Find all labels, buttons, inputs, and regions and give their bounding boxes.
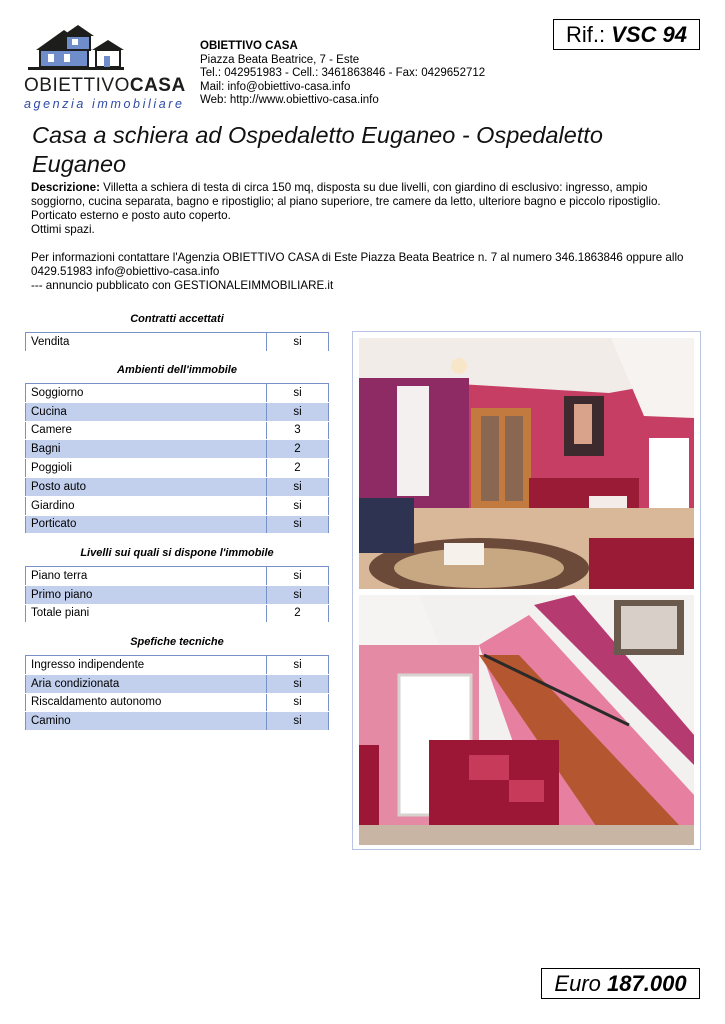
row-value: si [267,693,329,712]
row-value: si [267,333,329,352]
table-row [26,712,329,731]
table-row [26,604,329,623]
description-label: Descrizione: [31,181,100,194]
table-row [26,656,329,675]
table-row [26,440,329,459]
row-label: Cucina [26,402,267,421]
description-extra: Ottimi spazi. [31,222,95,236]
reference-box [553,19,700,50]
price-value: 187.000 [607,971,687,996]
row-label: Camino [26,712,267,731]
table-row [26,333,329,352]
price-box [541,968,700,999]
row-value: 2 [267,604,329,623]
row-value: si [267,384,329,403]
reference-code: VSC 94 [611,22,688,47]
table-row [26,384,329,403]
table-row [26,477,329,496]
row-label: Aria condizionata [26,674,267,693]
agency-name: OBIETTIVO CASA [200,40,298,52]
row-value: si [267,515,329,534]
logo-text [24,76,190,111]
table-specifiche [25,655,329,731]
table-contratti [25,332,329,352]
row-value: si [267,656,329,675]
photo-living-room[interactable] [359,338,694,589]
row-label: Camere [26,421,267,440]
row-label: Poggioli [26,459,267,478]
listing-title: Casa a schiera ad Ospedaletto Euganeo - Ospedaletto Euganeo [32,122,603,177]
living-room-photo-icon [359,338,694,589]
agency-phones: Tel.: 042951983 - Cell.: 3461863846 - Fax: 0429652712 [200,67,486,80]
table-row [26,674,329,693]
agency-address: Piazza Beata Beatrice, 7 - Este [200,53,360,66]
row-value: si [267,477,329,496]
photo-staircase[interactable] [359,595,694,845]
table-row [26,421,329,440]
row-label: Riscaldamento autonomo [26,693,267,712]
row-value: 3 [267,421,329,440]
section-title-specifiche: Spefiche tecniche [130,636,224,648]
table-row [26,459,329,478]
logo-tagline: agenzia immobiliare [24,97,185,111]
row-value: si [267,674,329,693]
row-label: Vendita [26,333,267,352]
row-label: Posto auto [26,477,267,496]
row-value: 2 [267,459,329,478]
row-value: si [267,402,329,421]
table-row [26,496,329,515]
logo-wordmark: OBIETTIVOCASA [24,75,186,96]
agency-mail[interactable]: Mail: info@obiettivo-casa.info [200,80,351,93]
description-text: Villetta a schiera di testa di circa 150 mq, disposta su due livelli, con giardino di esclusivo: ingresso, ampio soggiorno, cucina separata, bagno e ripostiglio; al piano superiore, tre camere da letto, ulteriore bagno e piccolo ripostiglio. Porticato esterno e posto auto coperto. [31,181,661,222]
table-ambienti [25,383,329,534]
row-value: 2 [267,440,329,459]
row-label: Soggiorno [26,384,267,403]
row-label: Totale piani [26,604,267,623]
row-label: Ingresso indipendente [26,656,267,675]
table-livelli [25,566,329,623]
row-value: si [267,585,329,604]
staircase-photo-icon [359,595,694,845]
listing-description [31,181,701,237]
row-value: si [267,712,329,731]
row-label: Porticato [26,515,267,534]
row-label: Bagni [26,440,267,459]
row-label: Giardino [26,496,267,515]
table-row [26,567,329,586]
section-title-contratti: Contratti accettati [130,313,224,325]
row-value: si [267,567,329,586]
contact-info-line: Per informazioni contattare l'Agenzia OBIETTIVO CASA di Este Piazza Beata Beatrice n. 7 al numero 346.1863846 oppure allo 0429.51983 info@obiettivo-casa.info [31,251,684,278]
row-value: si [267,496,329,515]
house-logo-icon [24,20,190,80]
row-label: Piano terra [26,567,267,586]
price-label: Euro [554,971,601,996]
table-row [26,402,329,421]
row-label: Primo piano [26,585,267,604]
section-title-ambienti: Ambienti dell'immobile [117,364,237,376]
table-row [26,693,329,712]
publisher-line: --- annuncio pubblicato con GESTIONALEIMMOBILIARE.it [31,278,334,292]
table-row [26,585,329,604]
contact-info [31,251,701,293]
agency-web[interactable]: Web: http://www.obiettivo-casa.info [200,94,379,107]
agency-contacts [200,40,485,108]
table-row [26,515,329,534]
section-title-livelli: Livelli sui quali si dispone l'immobile [80,547,274,559]
reference-label: Rif.: [565,22,606,47]
